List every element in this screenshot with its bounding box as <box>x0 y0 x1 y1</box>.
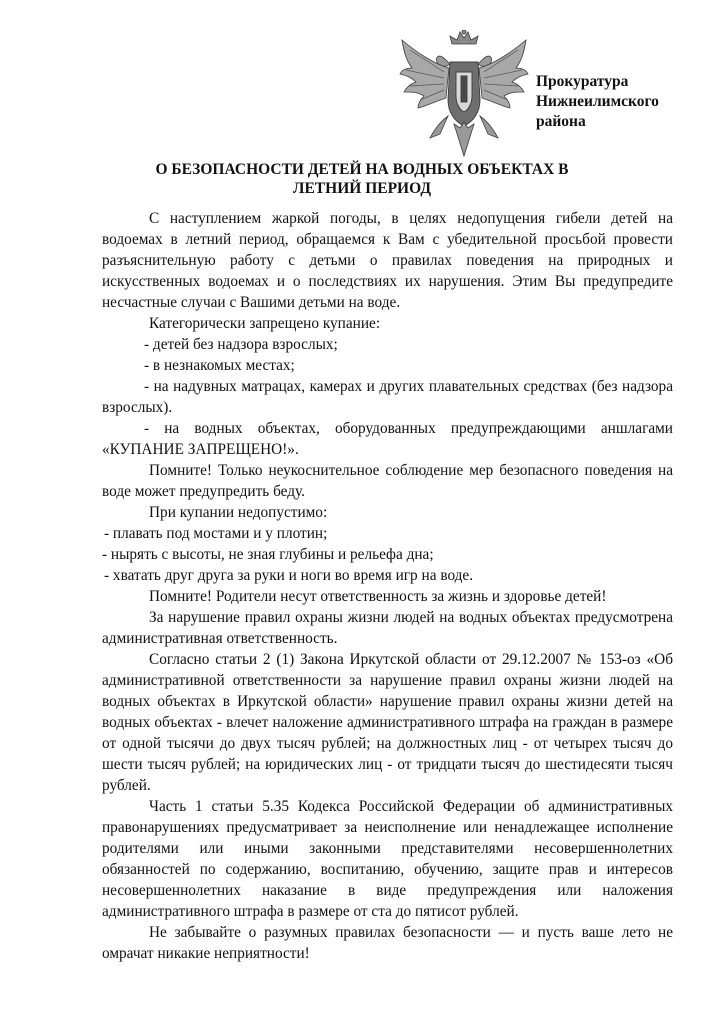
title-line-1: О БЕЗОПАСНОСТИ ДЕТЕЙ НА ВОДНЫХ ОБЪЕКТАХ В <box>155 161 569 178</box>
list-item: - на водных объектах, оборудованных предупреждающими аншлагами «КУПАНИЕ ЗАПРЕЩЕНО!». <box>102 420 673 458</box>
list-item: - хватать друг друга за руки и ноги во время игр на воде. <box>104 567 474 584</box>
document-title <box>60 160 664 198</box>
paragraph-closing: Не забывайте о разумных правилах безопасности — и пусть ваше лето не омрачат никакие неприятности! <box>102 924 673 962</box>
list-item: - на надувных матрацах, камерах и других плавательных средствах (без надзора взрослых). <box>102 378 673 416</box>
list-item: - нырять с высоты, не зная глубины и рельефа дна; <box>102 546 434 563</box>
paragraph-parents: Помните! Родители несут ответственность за жизнь и здоровье детей! <box>149 588 607 605</box>
title-line-2: ЛЕТНИЙ ПЕРИОД <box>292 180 432 197</box>
list-item: - детей без надзора взрослых; <box>144 336 338 353</box>
paragraph-code: Часть 1 статьи 5.35 Кодекса Российской Федерации об административных правонарушениях предусматривает за неисполнение или ненадлежащее исполнение родителями или иными законными представителями несовершеннолетних обязанностей по содержанию, воспитанию, обучению, защите прав и интересов несовершеннолетних наказание в виде предупреждения или наложения административного штрафа в размере от ста до пятисот рублей. <box>102 798 673 920</box>
org-line-3: района <box>536 113 586 130</box>
paragraph-unacceptable-heading: При купании недопустимо: <box>149 504 328 521</box>
paragraph-remember: Помните! Только неукоснительное соблюдение мер безопасного поведения на воде может предупредить беду. <box>102 462 673 500</box>
prosecutor-emblem-icon <box>394 30 534 160</box>
paragraph-law: Согласно статьи 2 (1) Закона Иркутской области от 29.12.2007 № 153-оз «Об административной ответственности за нарушение правил охраны жизни людей на водных объектах в Иркутской области» нарушение правил охраны жизни детей на водных объектах - влечет наложение административного штрафа на граждан в размере от одной тысячи до двух тысяч рублей; на должностных лиц - от четырех тысяч до шести тысяч рублей; на юридических лиц - от тридцати тысяч до шестидесяти тысяч рублей. <box>102 651 673 794</box>
paragraph-intro: С наступлением жаркой погоды, в целях недопущения гибели детей на водоемах в летний период, обращаемся к Вам с убедительной просьбой провести разъяснительную работу с детьми о правилах поведения на природных и искусственных водоемах и о последствиях их нарушения. Этим Вы предупредите несчастные случаи с Вашими детьми на воде. <box>102 210 673 311</box>
paragraph-liability: За нарушение правил охраны жизни людей на водных объектах предусмотрена административная ответственность. <box>102 609 673 647</box>
list-item: - плавать под мостами и у плотин; <box>104 525 328 542</box>
list-item: - в незнакомых местах; <box>144 357 295 374</box>
document-body <box>102 208 673 964</box>
org-line-1: Прокуратура <box>536 73 629 90</box>
org-line-2: Нижнеилимского <box>536 93 659 110</box>
paragraph-prohibited-heading: Категорически запрещено купание: <box>149 315 381 332</box>
organization-name <box>536 72 659 132</box>
